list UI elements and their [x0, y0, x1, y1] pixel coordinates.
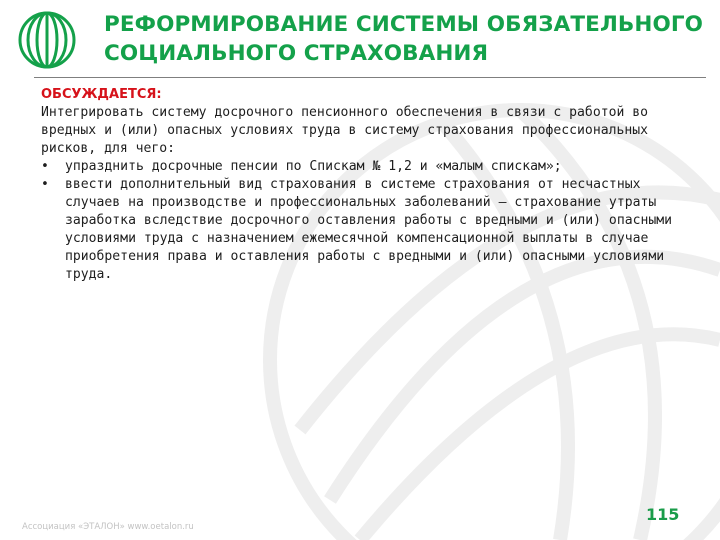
bullet-icon: • [41, 159, 49, 174]
bullet-text: упразднить досрочные пенсии по Спискам № 1,2 и «малым спискам»; [65, 159, 562, 174]
list-item [41, 158, 701, 176]
intro-paragraph: Интегрировать систему досрочного пенсионного обеспечения в связи с работой во вредных и (или) опасных условиях труда в систему страхования профессиональных рисков, для чего: [41, 105, 648, 156]
list-item [41, 176, 701, 284]
page-title [104, 10, 714, 68]
bullet-icon: • [41, 177, 49, 192]
bullet-text: ввести дополнительный вид страхования в системе страхования от несчастных случаев на производстве и профессиональных заболеваний – страхование утраты заработка вследствие досрочного оставления работы с вредными и (или) опасными условиями труда с назначением ежемесячной компенсационной выплаты в случае приобретения права и оставления работы с вредными и (или) опасными условиями труда. [65, 177, 672, 282]
globe-logo-icon [16, 9, 78, 71]
title-line-1: РЕФОРМИРОВАНИЕ СИСТЕМЫ ОБЯЗАТЕЛЬНОГО [104, 12, 704, 37]
title-divider [34, 77, 706, 78]
page-number: 115 [646, 505, 680, 524]
bullet-list [41, 158, 701, 284]
section-heading: ОБСУЖДАЕТСЯ: [41, 87, 162, 102]
slide-body [41, 86, 701, 284]
title-line-2: СОЦИАЛЬНОГО СТРАХОВАНИЯ [104, 41, 489, 66]
footer-association: Ассоциация «ЭТАЛОН» www.oetalon.ru [22, 522, 194, 532]
